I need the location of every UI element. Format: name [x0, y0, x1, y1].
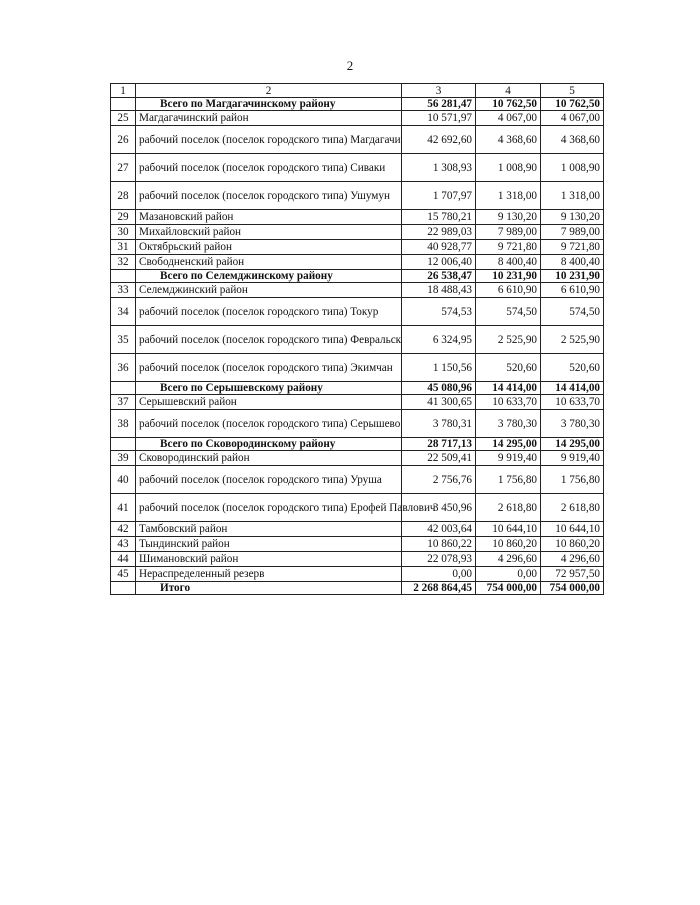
row-value-col4: 574,50 — [476, 298, 541, 326]
row-value-col5: 754 000,00 — [541, 582, 604, 595]
table-row — [111, 326, 604, 354]
row-value-col5: 10 762,50 — [541, 98, 604, 111]
row-value-col3: 3 780,31 — [402, 410, 476, 438]
row-number: 34 — [111, 298, 136, 326]
table-row — [111, 395, 604, 410]
row-value-col3: 1 707,97 — [402, 182, 476, 210]
table-row — [111, 354, 604, 382]
row-value-col4: 7 989,00 — [476, 225, 541, 240]
row-value-col4: 520,60 — [476, 354, 541, 382]
column-header-2: 2 — [136, 84, 402, 98]
row-value-col3: 42 692,60 — [402, 126, 476, 154]
row-number — [111, 582, 136, 595]
row-number — [111, 438, 136, 451]
row-number: 41 — [111, 494, 136, 522]
row-value-col5: 9 919,40 — [541, 451, 604, 466]
row-number — [111, 382, 136, 395]
row-name: рабочий поселок (поселок городского типа) Ерофей Павлович — [136, 494, 402, 522]
budget-table — [110, 83, 604, 595]
row-name: Октябрьский район — [136, 240, 402, 255]
row-value-col5: 2 525,90 — [541, 326, 604, 354]
row-number — [111, 270, 136, 283]
row-value-col4: 9 721,80 — [476, 240, 541, 255]
table-row — [111, 255, 604, 270]
row-value-col3: 10 571,97 — [402, 111, 476, 126]
row-name: рабочий поселок (поселок городского типа) Магдагачи — [136, 126, 402, 154]
row-name: рабочий поселок (поселок городского типа) Токур — [136, 298, 402, 326]
row-value-col5: 1 008,90 — [541, 154, 604, 182]
row-name: Серышевский район — [136, 395, 402, 410]
row-value-col4: 1 008,90 — [476, 154, 541, 182]
row-name: Нераспределенный резерв — [136, 567, 402, 582]
row-value-col3: 1 308,93 — [402, 154, 476, 182]
row-value-col3: 45 080,96 — [402, 382, 476, 395]
row-number: 29 — [111, 210, 136, 225]
table-row — [111, 451, 604, 466]
row-name: Всего по Магдагачинскому району — [136, 98, 402, 111]
row-name: Сковородинский район — [136, 451, 402, 466]
row-value-col3: 1 150,56 — [402, 354, 476, 382]
row-value-col4: 10 860,20 — [476, 537, 541, 552]
row-value-col4: 2 618,80 — [476, 494, 541, 522]
row-value-col4: 754 000,00 — [476, 582, 541, 595]
district-total-row — [111, 270, 604, 283]
row-value-col4: 6 610,90 — [476, 283, 541, 298]
column-header-5: 5 — [541, 84, 604, 98]
row-value-col3: 2 268 864,45 — [402, 582, 476, 595]
row-value-col5: 10 860,20 — [541, 537, 604, 552]
row-name: Всего по Серышевскому району — [136, 382, 402, 395]
table-row — [111, 410, 604, 438]
row-number: 25 — [111, 111, 136, 126]
table-row — [111, 522, 604, 537]
row-value-col4: 3 780,30 — [476, 410, 541, 438]
row-name: рабочий поселок (поселок городского типа) Сиваки — [136, 154, 402, 182]
table-row — [111, 210, 604, 225]
row-value-col3: 15 780,21 — [402, 210, 476, 225]
row-value-col5: 4 067,00 — [541, 111, 604, 126]
row-value-col3: 6 324,95 — [402, 326, 476, 354]
row-name: Михайловский район — [136, 225, 402, 240]
row-value-col4: 2 525,90 — [476, 326, 541, 354]
row-name: Итого — [136, 582, 402, 595]
district-total-row — [111, 438, 604, 451]
row-value-col4: 14 295,00 — [476, 438, 541, 451]
row-number — [111, 98, 136, 111]
row-name: Шимановский район — [136, 552, 402, 567]
row-value-col3: 26 538,47 — [402, 270, 476, 283]
table-row — [111, 298, 604, 326]
row-value-col4: 10 762,50 — [476, 98, 541, 111]
row-number: 40 — [111, 466, 136, 494]
table-row — [111, 537, 604, 552]
column-header-4: 4 — [476, 84, 541, 98]
row-value-col4: 10 231,90 — [476, 270, 541, 283]
table-body — [111, 84, 604, 595]
row-value-col5: 7 989,00 — [541, 225, 604, 240]
row-value-col5: 6 610,90 — [541, 283, 604, 298]
row-value-col5: 4 296,60 — [541, 552, 604, 567]
table-row — [111, 494, 604, 522]
row-value-col3: 22 078,93 — [402, 552, 476, 567]
row-value-col5: 4 368,60 — [541, 126, 604, 154]
row-value-col5: 520,60 — [541, 354, 604, 382]
row-number: 43 — [111, 537, 136, 552]
row-value-col3: 40 928,77 — [402, 240, 476, 255]
row-name: Мазановский район — [136, 210, 402, 225]
row-name: Тамбовский район — [136, 522, 402, 537]
row-value-col4: 14 414,00 — [476, 382, 541, 395]
row-number: 30 — [111, 225, 136, 240]
row-value-col4: 1 756,80 — [476, 466, 541, 494]
row-value-col5: 10 231,90 — [541, 270, 604, 283]
table-row — [111, 240, 604, 255]
row-value-col4: 4 296,60 — [476, 552, 541, 567]
row-number: 26 — [111, 126, 136, 154]
table-row — [111, 182, 604, 210]
row-value-col4: 10 644,10 — [476, 522, 541, 537]
table-row — [111, 225, 604, 240]
row-value-col5: 72 957,50 — [541, 567, 604, 582]
grand-total-row — [111, 582, 604, 595]
row-name: Селемджинский район — [136, 283, 402, 298]
row-number: 37 — [111, 395, 136, 410]
row-name: рабочий поселок (поселок городского типа) Уруша — [136, 466, 402, 494]
row-number: 31 — [111, 240, 136, 255]
row-value-col5: 14 295,00 — [541, 438, 604, 451]
row-value-col3: 574,53 — [402, 298, 476, 326]
row-name: рабочий поселок (поселок городского типа) Ушумун — [136, 182, 402, 210]
row-value-col4: 1 318,00 — [476, 182, 541, 210]
row-value-col3: 22 509,41 — [402, 451, 476, 466]
table-header-row — [111, 84, 604, 98]
row-name: Свободненский район — [136, 255, 402, 270]
row-value-col5: 574,50 — [541, 298, 604, 326]
table-row — [111, 154, 604, 182]
row-name: Магдагачинский район — [136, 111, 402, 126]
row-value-col3: 2 756,76 — [402, 466, 476, 494]
row-number: 36 — [111, 354, 136, 382]
row-value-col4: 4 368,60 — [476, 126, 541, 154]
row-value-col3: 42 003,64 — [402, 522, 476, 537]
row-value-col4: 10 633,70 — [476, 395, 541, 410]
row-value-col3: 3 450,96 — [402, 494, 476, 522]
row-value-col5: 10 644,10 — [541, 522, 604, 537]
row-value-col3: 22 989,03 — [402, 225, 476, 240]
row-value-col4: 8 400,40 — [476, 255, 541, 270]
row-value-col5: 8 400,40 — [541, 255, 604, 270]
row-value-col3: 56 281,47 — [402, 98, 476, 111]
table-row — [111, 126, 604, 154]
row-value-col3: 41 300,65 — [402, 395, 476, 410]
row-number: 42 — [111, 522, 136, 537]
row-value-col3: 0,00 — [402, 567, 476, 582]
row-name: рабочий поселок (поселок городского типа) Серышево — [136, 410, 402, 438]
row-value-col5: 10 633,70 — [541, 395, 604, 410]
column-header-1: 1 — [111, 84, 136, 98]
row-name: рабочий поселок (поселок городского типа) Февральск — [136, 326, 402, 354]
row-value-col5: 1 318,00 — [541, 182, 604, 210]
row-value-col5: 14 414,00 — [541, 382, 604, 395]
row-value-col4: 9 919,40 — [476, 451, 541, 466]
district-total-row — [111, 382, 604, 395]
table-row — [111, 567, 604, 582]
row-value-col5: 2 618,80 — [541, 494, 604, 522]
row-value-col5: 1 756,80 — [541, 466, 604, 494]
column-header-3: 3 — [402, 84, 476, 98]
row-number: 27 — [111, 154, 136, 182]
row-value-col5: 3 780,30 — [541, 410, 604, 438]
row-value-col3: 12 006,40 — [402, 255, 476, 270]
row-number: 28 — [111, 182, 136, 210]
row-number: 44 — [111, 552, 136, 567]
row-number: 45 — [111, 567, 136, 582]
row-number: 32 — [111, 255, 136, 270]
row-value-col3: 18 488,43 — [402, 283, 476, 298]
row-name: Всего по Сковородинскому району — [136, 438, 402, 451]
row-value-col5: 9 130,20 — [541, 210, 604, 225]
row-name: Всего по Селемджинскому району — [136, 270, 402, 283]
row-number: 35 — [111, 326, 136, 354]
page-number: 2 — [346, 58, 354, 73]
row-value-col4: 4 067,00 — [476, 111, 541, 126]
table-row — [111, 111, 604, 126]
row-name: рабочий поселок (поселок городского типа) Экимчан — [136, 354, 402, 382]
row-name: Тындинский район — [136, 537, 402, 552]
table-row — [111, 283, 604, 298]
row-value-col4: 0,00 — [476, 567, 541, 582]
row-value-col4: 9 130,20 — [476, 210, 541, 225]
row-number: 38 — [111, 410, 136, 438]
row-number: 33 — [111, 283, 136, 298]
district-total-row — [111, 98, 604, 111]
row-value-col3: 28 717,13 — [402, 438, 476, 451]
row-value-col5: 9 721,80 — [541, 240, 604, 255]
table-row — [111, 466, 604, 494]
table-row — [111, 552, 604, 567]
row-number: 39 — [111, 451, 136, 466]
row-value-col3: 10 860,22 — [402, 537, 476, 552]
